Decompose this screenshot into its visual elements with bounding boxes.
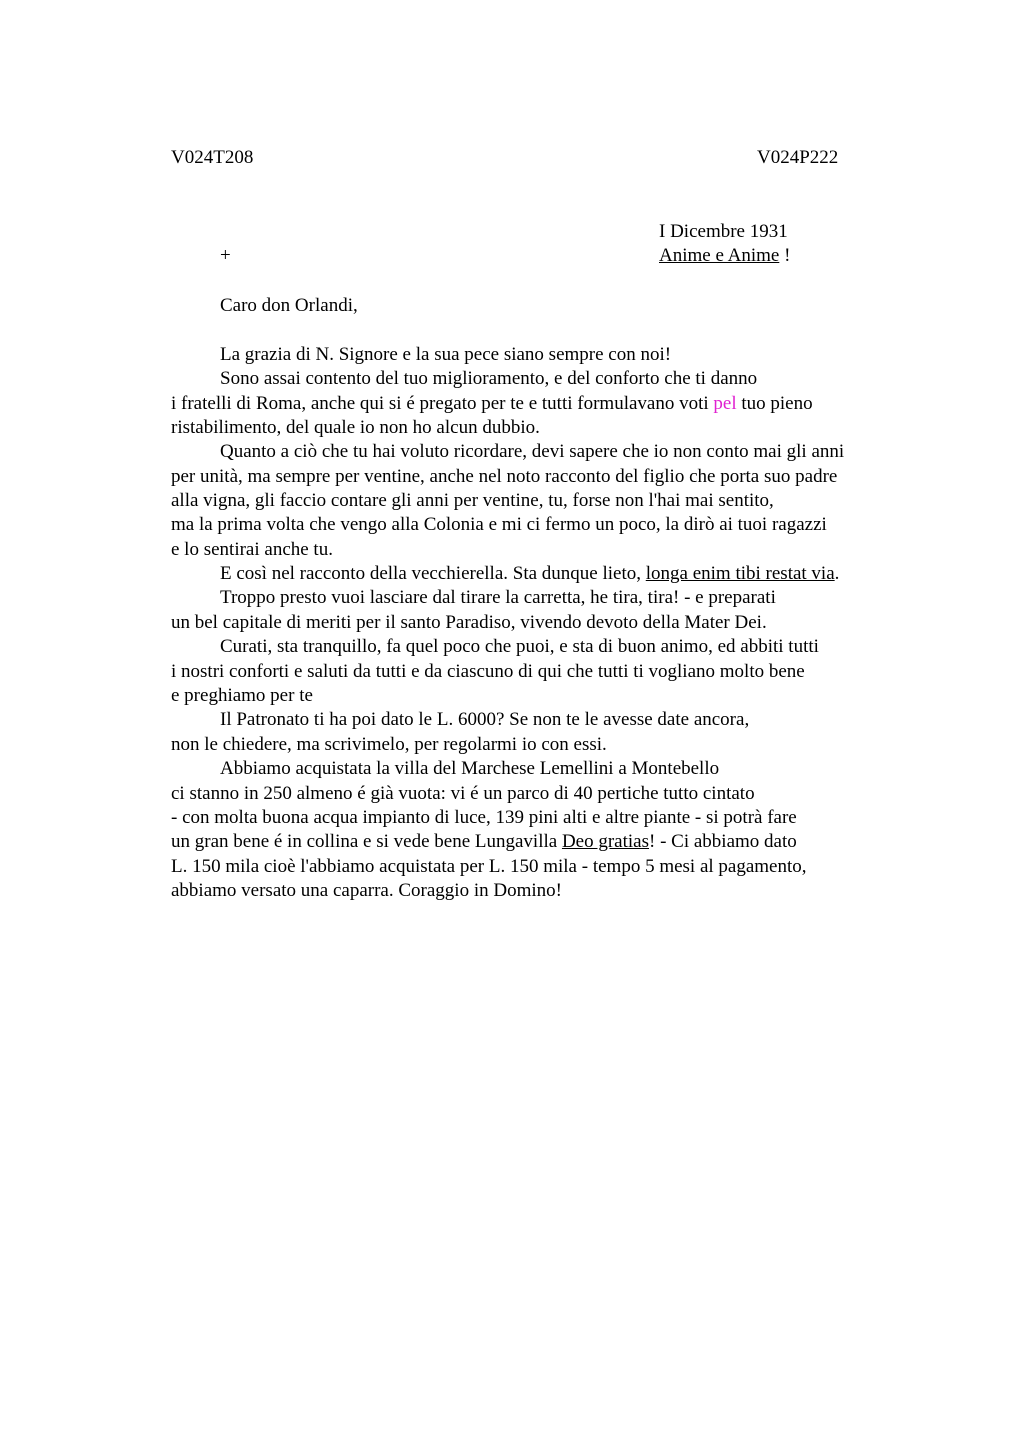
body-line-04: ristabilimento, del quale io non ho alcun dubbio. (171, 417, 540, 438)
body-line-13: Curati, sta tranquillo, fa quel poco che puoi, e sta di buon animo, ed abbiti tutti (220, 636, 819, 657)
body-line-14: i nostri conforti e saluti da tutti e da ciascuno di qui che tutti ti vogliano molto bene (171, 661, 805, 682)
body-line-05: Quanto a ciò che tu hai voluto ricordare, devi sapere che io non conto mai gli anni (220, 441, 845, 462)
body-line-08: ma la prima volta che vengo alla Colonia e mi ci fermo un poco, la dirò ai tuoi ragazzi (171, 514, 827, 535)
body-line-18: Abbiamo acquistata la villa del Marchese Lemellini a Montebello (220, 758, 720, 779)
highlighted-word: pel (713, 393, 737, 414)
body-line-22: L. 150 mila cioè l'abbiamo acquistata per L. 150 mila - tempo 5 mesi al pagamento, (171, 856, 807, 877)
body-line-17: non le chiedere, ma scrivimelo, per regolarmi io con essi. (171, 734, 607, 755)
body-line-23: abbiamo versato una caparra. Coraggio in Domino! (171, 880, 562, 901)
body-line-21-part-a: un gran bene é in collina e si vede bene Lungavilla (171, 831, 562, 852)
body-line-01: La grazia di N. Signore e la sua pece siano sempre con noi! (220, 344, 672, 365)
body-line-20: - con molta buona acqua impianto di luce, 139 pini alti e altre piante - si potrà fare (171, 807, 797, 828)
document-code-right: V024P222 (757, 147, 839, 168)
body-line-12: un bel capitale di meriti per il santo Paradiso, vivendo devoto della Mater Dei. (171, 612, 767, 633)
body-line-03-part-b: tuo pieno (736, 393, 813, 414)
cross-mark: + (220, 245, 231, 266)
body-line-10-part-b: . (834, 563, 840, 584)
body-line-10 (220, 562, 839, 586)
deo-gratias-phrase: Deo gratias (561, 831, 650, 852)
motto (659, 244, 790, 268)
body-line-21 (171, 830, 797, 854)
latin-phrase: longa enim tibi restat via (645, 563, 835, 584)
document-code-left: V024T208 (171, 147, 254, 168)
salutation: Caro don Orlandi, (220, 295, 358, 316)
body-line-03 (171, 392, 813, 416)
body-line-06: per unità, ma sempre per ventine, anche nel noto racconto del figlio che porta suo padre (171, 466, 838, 487)
letter-date: I Dicembre 1931 (659, 221, 788, 242)
body-line-21-part-b: ! - Ci abbiamo dato (649, 831, 797, 852)
body-line-15: e preghiamo per te (171, 685, 313, 706)
body-line-19: ci stanno in 250 almeno é già vuota: vi é un parco di 40 pertiche tutto cintato (171, 783, 755, 804)
body-line-02: Sono assai contento del tuo miglioramento, e del conforto che ti danno (220, 368, 758, 389)
body-line-16: Il Patronato ti ha poi dato le L. 6000? Se non te le avesse date ancora, (220, 709, 750, 730)
motto-underlined: Anime e Anime (659, 245, 780, 266)
body-line-03-part-a: i fratelli di Roma, anche qui si é pregato per te e tutti formulavano voti (171, 393, 714, 414)
body-line-10-part-a: E così nel racconto della vecchierella. Sta dunque lieto, (220, 563, 646, 584)
motto-tail: ! (779, 245, 791, 266)
body-line-07: alla vigna, gli faccio contare gli anni per ventine, tu, forse non l'hai mai sentito, (171, 490, 774, 511)
body-line-09: e lo sentirai anche tu. (171, 539, 333, 560)
body-line-11: Troppo presto vuoi lasciare dal tirare la carretta, he tira, tira! - e preparati (220, 587, 776, 608)
